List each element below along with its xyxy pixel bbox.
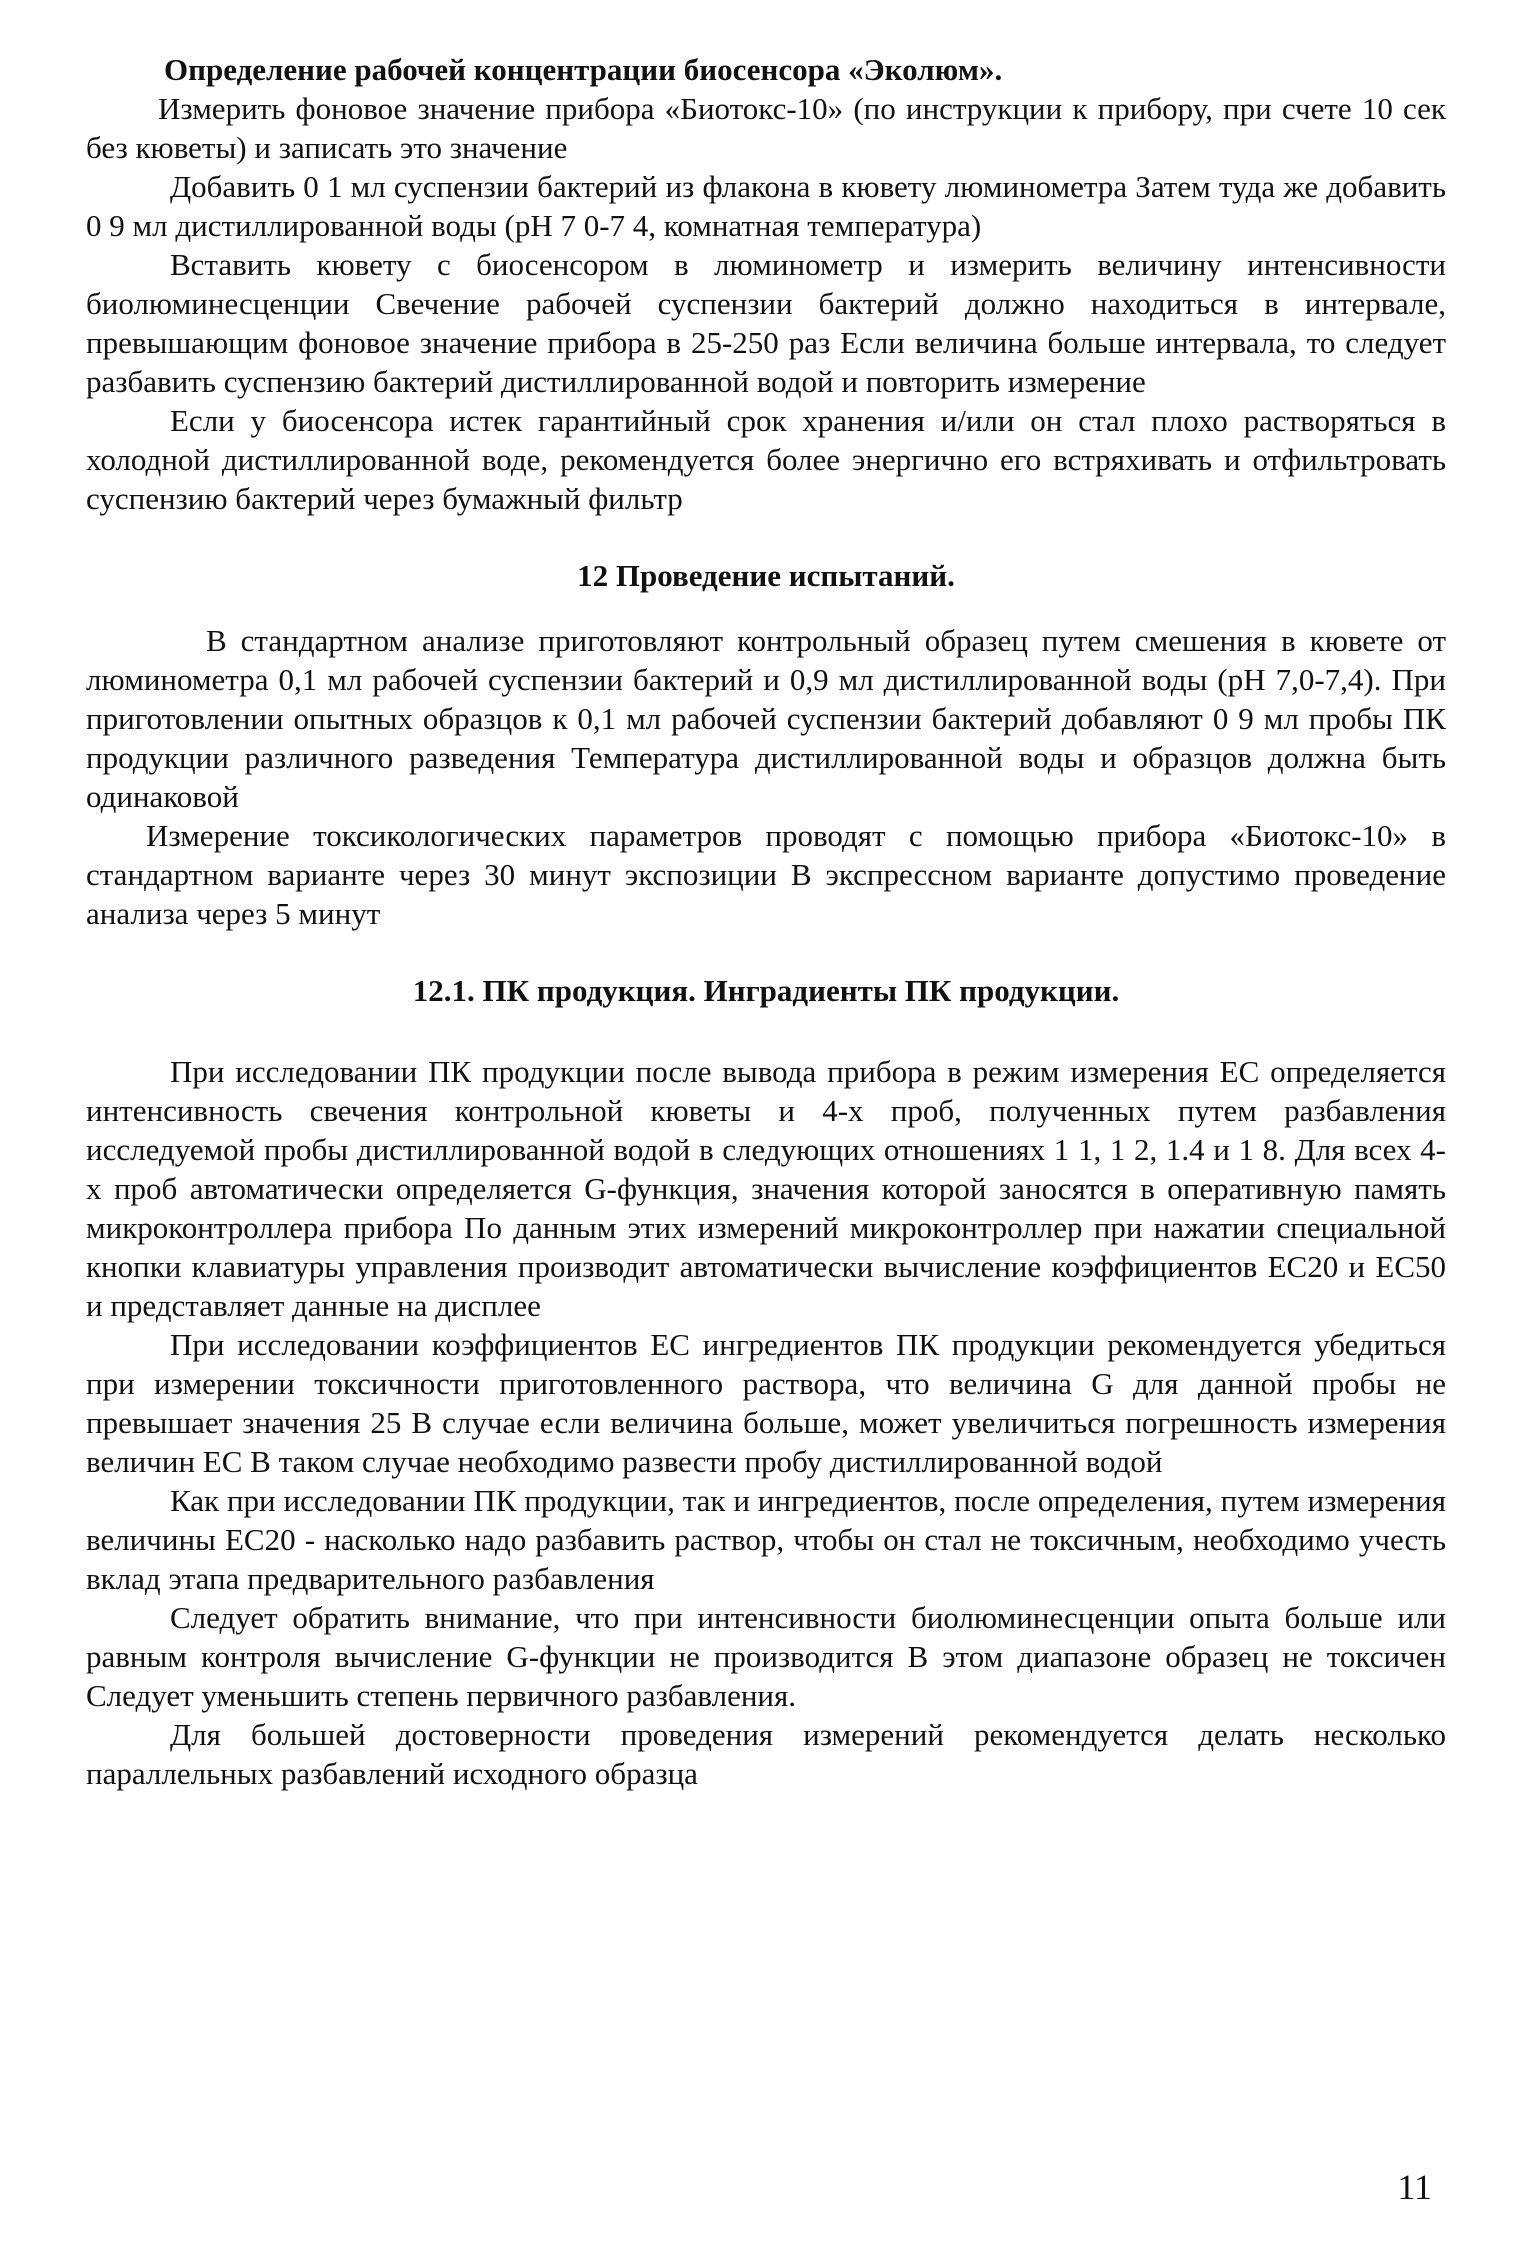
section-heading-testing: 12 Проведение испытаний. (577, 558, 955, 593)
paragraph-expired-biosensor: Если у биосенсора истек гарантийный срок хранения и/или он стал плохо растворяться в холодной дистиллированной воде, рекомендуется более энергично его встряхивать и отфильтровать суспензию бактерий через бумажный фильтр (86, 403, 1446, 516)
text-column (86, 50, 1446, 1793)
paragraph-standard-analysis: В стандартном анализе приготовляют контрольный образец путем смешения в кювете от люминометра 0,1 мл рабочей суспензии бактерий и 0,9 мл дистиллированной воды (рН 7,0-7,4). При приготовлении опытных образцов к 0,1 мл рабочей суспензии бактерий добавляют 0 9 мл пробы ПК продукции различного разведения Температура дистиллированной воды и образцов должна быть одинаковой (86, 623, 1446, 814)
paragraph-ec-ingredients: При исследовании коэффициентов ЕС ингредиентов ПК продукции рекомендуется убедиться при измерении токсичности приготовленного раствора, что величина G для данной пробы не превышает значения 25 В случае если величина больше, может увеличиться погрешность измерения величин ЕС В таком случае необходимо развести пробу дистиллированной водой (86, 1327, 1446, 1479)
paragraph-toxicology-measure: Измерение токсикологических параметров проводят с помощью прибора «Биотокс-10» в стандартном варианте через 30 минут экспозиции В экспрессном варианте допустимо проведение анализа через 5 минут (86, 818, 1446, 931)
paragraph-g-function-note: Следует обратить внимание, что при интенсивности биолюминесценции опыта больше или равным контроля вычисление G-функции не производится В этом диапазоне образец не токсичен Следует уменьшить степень первичного разбавления. (86, 1600, 1446, 1713)
paragraph-dilution-contribution: Как при исследовании ПК продукции, так и ингредиентов, после определения, путем измерения величины ЕС20 - насколько надо разбавить раствор, чтобы он стал не токсичным, необходимо учесть вклад этапа предварительного разбавления (86, 1483, 1446, 1596)
paragraph-parallel-dilutions: Для большей достоверности проведения измерений рекомендуется делать несколько параллельных разбавлений исходного образца (86, 1717, 1446, 1791)
paragraph-insert-cuvette: Вставить кювету с биосенсором в люминометр и измерить величину интенсивности биолюминесценции Свечение рабочей суспензии бактерий должно находиться в интервале, превышающим фоновое значение прибора в 25-250 раз Если величина больше интервала, то следует разбавить суспензию бактерий дистиллированной водой и повторить измерение (86, 247, 1446, 399)
section-heading-pk-products: 12.1. ПК продукция. Инградиенты ПК продукции. (412, 973, 1120, 1008)
page-number: 11 (1397, 2167, 1432, 2207)
paragraph-pk-research: При исследовании ПК продукции после вывода прибора в режим измерения ЕС определяется интенсивность свечения контрольной кюветы и 4-х проб, полученных путем разбавления исследуемой пробы дистиллированной водой в следующих отношениях 1 1, 1 2, 1.4 и 1 8. Для всех 4-х проб автоматически определяется G-функция, значения которой заносятся в оперативную память микроконтроллера прибора По данным этих измерений микроконтроллер при нажатии специальной кнопки клавиатуры управления производит автоматически вычисление коэффициентов ЕС20 и ЕС50 и представляет данные на дисплее (86, 1054, 1446, 1323)
paragraph-add-suspension: Добавить 0 1 мл суспензии бактерий из флакона в кювету люминометра Затем туда же добавить 0 9 мл дистиллированной воды (рН 7 0-7 4, комнатная температура) (86, 169, 1446, 243)
section-heading-biosensor: Определение рабочей концентрации биосенсора «Эколюм». (164, 52, 1003, 87)
paragraph-background-measure: Измерить фоновое значение прибора «Биотокс-10» (по инструкции к прибору, при счете 10 сек без кюветы) и записать это значение (86, 91, 1446, 165)
